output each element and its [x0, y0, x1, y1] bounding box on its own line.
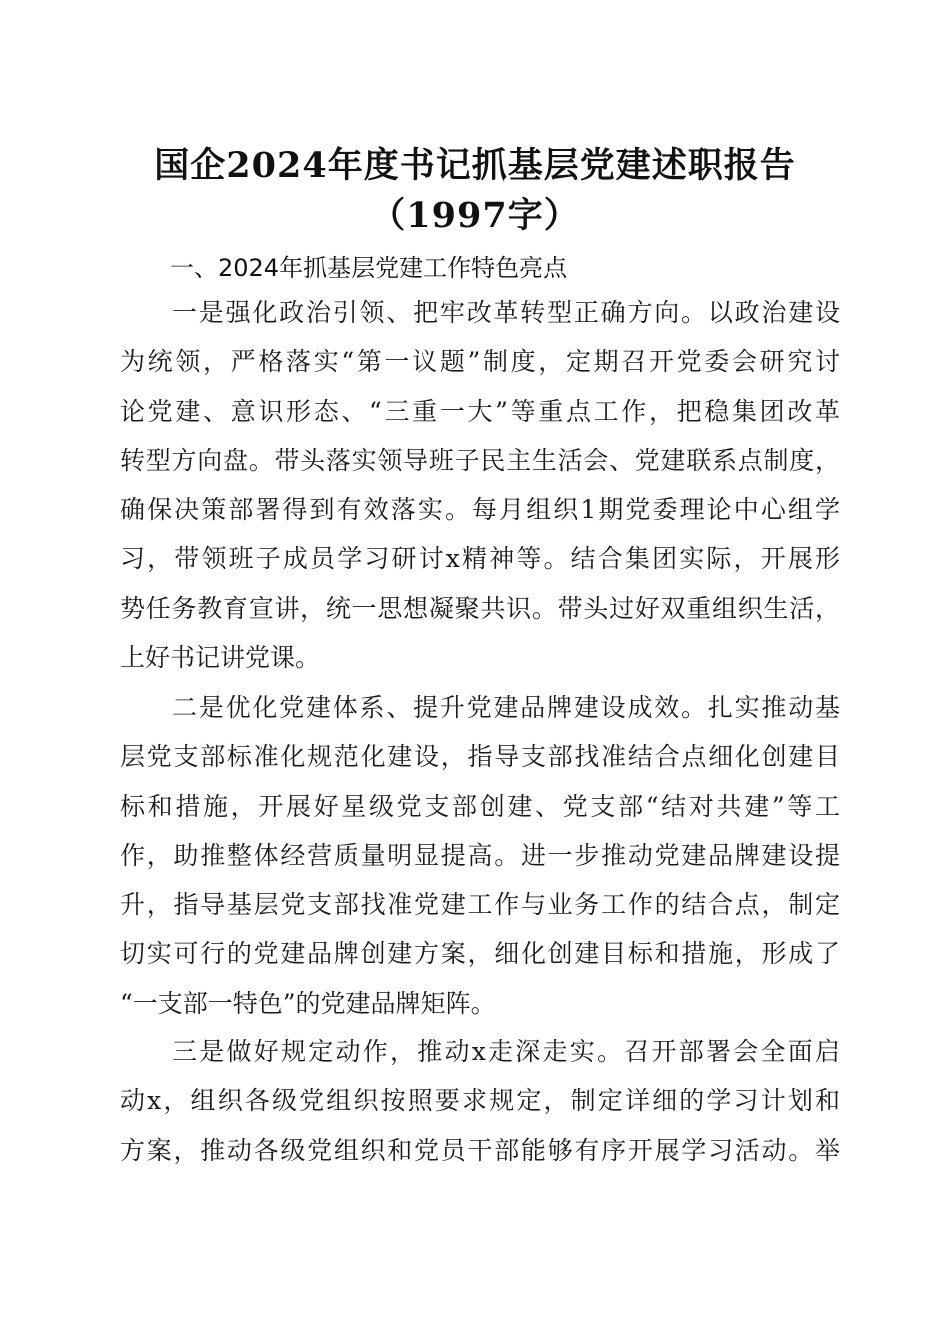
paragraph-line: 作，助推整体经营质量明显提高。进一步推动党建品牌建设提 — [120, 840, 840, 870]
paragraph-line: 切实可行的党建品牌创建方案，细化创建目标和措施，形成了 — [120, 939, 840, 969]
paragraph-line: 势任务教育宣讲，统一思想凝聚共识。带头过好双重组织生活， — [120, 593, 840, 623]
paragraph-line: 二是优化党建体系、提升党建品牌建设成效。扎实推动基 — [172, 693, 840, 722]
paragraph-line: 习，带领班子成员学习研讨x精神等。结合集团实际，开展形 — [120, 544, 840, 574]
paragraph-line: 论党建、意识形态、“三重一大”等重点工作，把稳集团改革 — [120, 396, 840, 426]
paragraph-line: 方案，推动各级党组织和党员干部能够有序开展学习活动。举 — [120, 1135, 840, 1165]
document-subtitle: （1997字） — [370, 195, 580, 236]
paragraph-line: 层党支部标准化规范化建设，指导支部找准结合点细化创建目 — [120, 742, 840, 772]
paragraph-1 — [120, 288, 840, 682]
paragraph-3 — [120, 1027, 840, 1175]
paragraph-line: 标和措施，开展好星级党支部创建、党支部“结对共建”等工 — [120, 791, 840, 821]
paragraph-line: 升，指导基层党支部找准党建工作与业务工作的结合点，制定 — [120, 890, 840, 920]
paragraph-line: “一支部一特色”的党建品牌矩阵。 — [120, 988, 496, 1018]
paragraph-line: 为统领，严格落实“第一议题”制度，定期召开党委会研究讨 — [120, 347, 840, 377]
paragraph-line: 一是强化政治引领、把牢改革转型正确方向。以政治建设 — [172, 298, 840, 327]
paragraph-line: 确保决策部署得到有效落实。每月组织1期党委理论中心组学 — [120, 495, 840, 525]
paragraph-line: 三是做好规定动作，推动x走深走实。召开部署会全面启 — [172, 1037, 840, 1066]
section-heading: 一、2024年抓基层党建工作特色亮点 — [170, 254, 568, 282]
paragraph-2 — [120, 683, 840, 1028]
paragraph-line: 动x，组织各级党组织按照要求规定，制定详细的学习计划和 — [120, 1086, 840, 1116]
paragraph-line: 上好书记讲党课。 — [120, 643, 321, 673]
paragraph-line: 转型方向盘。带头落实领导班子民主生活会、党建联系点制度， — [120, 445, 840, 475]
document-title: 国企2024年度书记抓基层党建述职报告 — [154, 145, 796, 186]
